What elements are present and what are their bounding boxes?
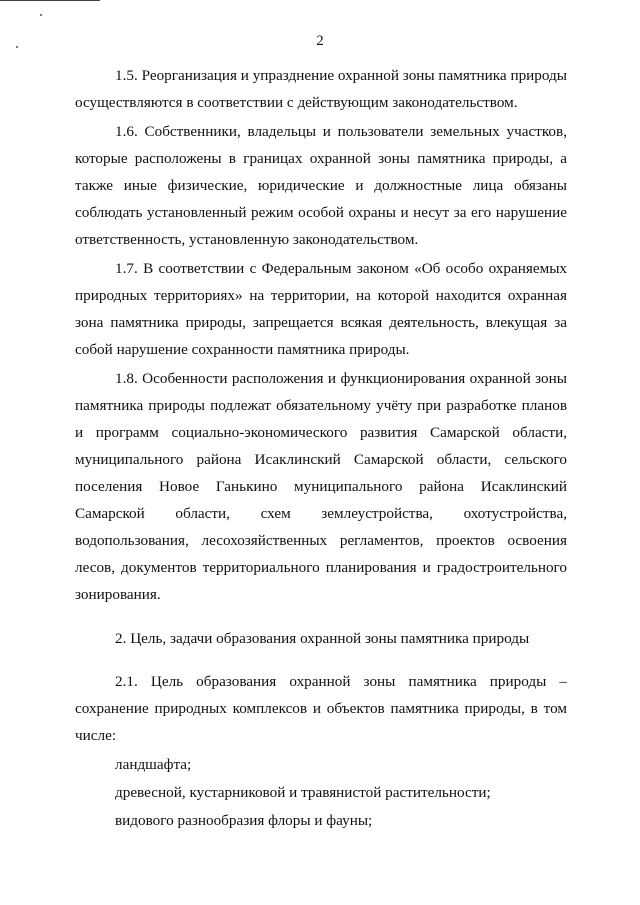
paragraph-1-5: 1.5. Реорганизация и упразднение охранной зоны памятника природы осуществляются в соответствии с действующим законодательством. — [75, 67, 567, 111]
document-body — [75, 62, 567, 835]
paragraph-2-1: 2.1. Цель образования охранной зоны памятника природы – сохранение природных комплексов и объектов памятника природы, в том числе: — [75, 673, 567, 744]
section-heading: 2. Цель, задачи образования охранной зоны памятника природы — [115, 630, 530, 647]
paragraph-1-8: 1.8. Особенности расположения и функционирования охранной зоны памятника природы подлежат обязательному учёту при разработке планов и программ социально-экономического развития Самарской области, муниципального района Исаклинский Самарской области, сельского поселения Новое Ганькино муниципального района Исаклинский Самарской области, схем землеустройства, охотустройства, водопользования, лесохозяйственных регламентов, проектов освоения лесов, документов территориального планирования и градостроительного зонирования. — [75, 370, 567, 603]
list-item: видового разнообразия флоры и фауны; — [115, 812, 373, 829]
scan-speck — [40, 14, 42, 16]
top-edge-rule — [0, 0, 100, 1]
list-item: древесной, кустарниковой и травянистой растительности; — [115, 784, 491, 801]
page-number: 2 — [316, 33, 324, 49]
paragraph-1-7: 1.7. В соответствии с Федеральным законом «Об особо охраняемых природных территориях» на территории, на которой находится охранная зона памятника природы, запрещается всякая деятельность, влекущая за собой нарушение сохранности памятника природы. — [75, 260, 567, 358]
list-item: ландшафта; — [115, 756, 192, 773]
paragraph-1-6: 1.6. Собственники, владельцы и пользователи земельных участков, которые расположены в границах охранной зоны памятника природы, а также иные физические, юридические и должностные лица обязаны соблюдать установленный режим особой охраны и несут за его нарушение ответственность, установленную законодательством. — [75, 123, 567, 248]
